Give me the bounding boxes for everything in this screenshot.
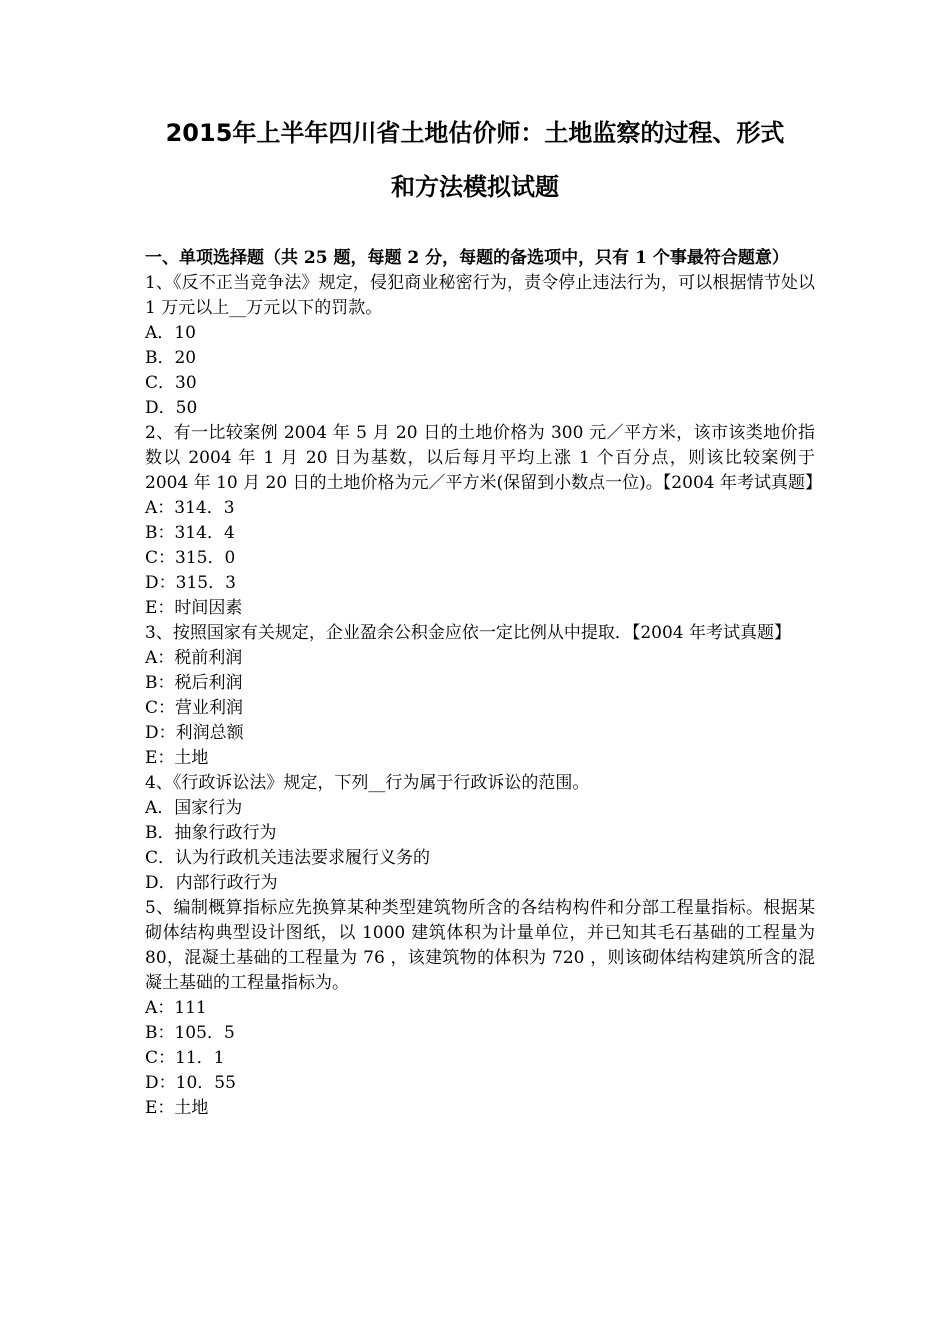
option-e: E：土地: [145, 748, 209, 768]
option-a: A：314．3: [145, 498, 235, 518]
question-text: 3、按照国家有关规定，企业盈余公积金应依一定比例从中提取．【2004 年考试真题】: [145, 623, 791, 643]
option-e: E：土地: [145, 1098, 209, 1118]
question-text: 1、《反不正当竞争法》规定，侵犯商业秘密行为，责令停止违法行为，可以根据情节处以 1 万元以上__万元以下的罚款。: [145, 273, 815, 318]
option-c: C．30: [145, 373, 197, 393]
question-text: 5、编制概算指标应先换算某种类型建筑物所含的各结构构件和分部工程量指标。根据某砌体结构典型设计图纸，以 1000 建筑体积为计量单位，并已知其毛石基础的工程量为 80，混凝土基础的工程量为 76 ，该建筑物的体积为 720 ，则该砌体结构建筑所含的混凝土基础的工程量指标为。: [145, 898, 815, 993]
document-body: [145, 246, 822, 1121]
question-5: [145, 896, 815, 1121]
section-heading: 一、单项选择题（共 25 题，每题 2 分，每题的备选项中，只有 1 个事最符合题意）: [145, 248, 789, 268]
option-d: D．50: [145, 398, 198, 418]
question-text: 4、《行政诉讼法》规定，下列__行为属于行政诉讼的范围。: [145, 773, 590, 793]
option-b: B．20: [145, 348, 197, 368]
question-text: 2、有一比较案例 2004 年 5 月 20 日的土地价格为 300 元／平方米，该市该类地价指数以 2004 年 1 月 20 日为基数，以后每月平均上涨 1 个百分点，则该比较案例于 2004 年 10 月 20 日的土地价格为元／平方米(保留到小数点一位)。【2004 年考试真题】: [145, 423, 822, 493]
option-d: D：10．55: [145, 1073, 236, 1093]
option-c: C：营业利润: [145, 698, 244, 718]
option-c: C：11．1: [145, 1048, 225, 1068]
option-d: D：315．3: [145, 573, 236, 593]
document-title-line-2: 和方法模拟试题: [391, 173, 559, 201]
option-a: A：税前利润: [145, 648, 243, 668]
option-d: D．内部行政行为: [145, 873, 278, 893]
option-d: D：利润总额: [145, 723, 244, 743]
document-title-line-1: 2015年上半年四川省土地估价师：土地监察的过程、形式: [165, 119, 785, 147]
option-b: B：税后利润: [145, 673, 243, 693]
question-1: [145, 271, 815, 421]
question-4: [145, 771, 815, 896]
option-e: E：时间因素: [145, 598, 243, 618]
option-a: A．国家行为: [145, 798, 243, 818]
option-b: B：314．4: [145, 523, 235, 543]
option-c: C：315．0: [145, 548, 236, 568]
option-b: B：105．5: [145, 1023, 235, 1043]
option-b: B．抽象行政行为: [145, 823, 277, 843]
question-3: [145, 621, 815, 771]
option-c: C．认为行政机关违法要求履行义务的: [145, 848, 431, 868]
option-a: A．10: [145, 323, 196, 343]
option-a: A：111: [145, 998, 207, 1018]
question-2: [145, 421, 822, 621]
